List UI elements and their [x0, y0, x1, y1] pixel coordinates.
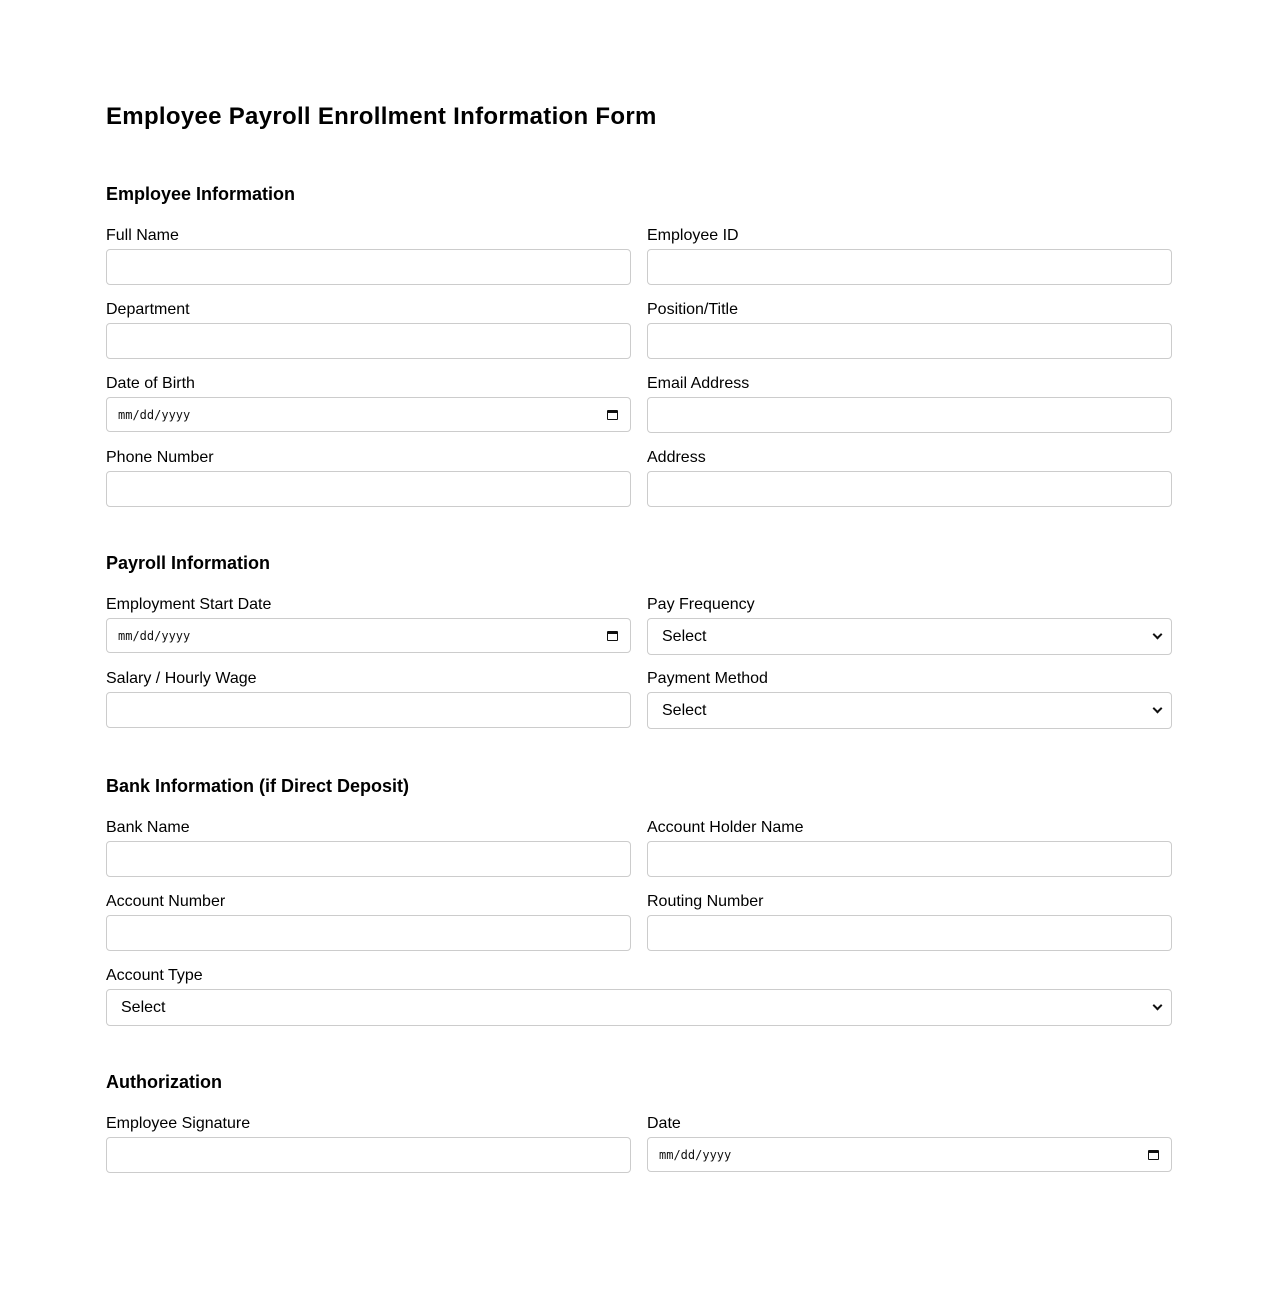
- field-account-type: [106, 967, 1172, 1041]
- employee-id-label: Employee ID: [647, 227, 739, 244]
- routing-number-input[interactable]: [647, 915, 1172, 951]
- field-date-of-birth: [106, 375, 631, 449]
- department-input[interactable]: [106, 323, 631, 359]
- chevron-down-icon: [1153, 630, 1163, 640]
- department-label: Department: [106, 301, 190, 318]
- bank-name-label: Bank Name: [106, 819, 190, 836]
- position-title-input[interactable]: [647, 323, 1172, 359]
- select-value: Select: [662, 627, 707, 645]
- date-date-input[interactable]: [647, 1137, 1172, 1172]
- field-full-name: [106, 227, 631, 301]
- date-placeholder: mm/dd/yyyy: [118, 628, 191, 643]
- routing-number-label: Routing Number: [647, 893, 764, 910]
- employment-start-date-label: Employment Start Date: [106, 596, 272, 613]
- phone-number-input[interactable]: [106, 471, 631, 507]
- email-address-label: Email Address: [647, 375, 750, 392]
- calendar-icon[interactable]: [1148, 1150, 1159, 1160]
- full-name-label: Full Name: [106, 227, 179, 244]
- select-value: Select: [662, 701, 707, 719]
- select-value: Select: [121, 998, 166, 1016]
- section-employee-information: [106, 183, 1172, 523]
- section-heading: Employee Information: [106, 184, 296, 204]
- field-pay-frequency: [647, 596, 1172, 670]
- account-number-label: Account Number: [106, 893, 226, 910]
- page-title: Employee Payroll Enrollment Information Form: [106, 103, 657, 130]
- employee-signature-input[interactable]: [106, 1137, 631, 1173]
- calendar-icon[interactable]: [607, 410, 618, 420]
- field-date: [647, 1115, 1172, 1189]
- bank-name-input[interactable]: [106, 841, 631, 877]
- position-title-label: Position/Title: [647, 301, 738, 318]
- date-placeholder: mm/dd/yyyy: [118, 407, 191, 422]
- address-label: Address: [647, 449, 706, 466]
- employee-id-input[interactable]: [647, 249, 1172, 285]
- field-bank-name: [106, 819, 631, 893]
- field-salary-hourly-wage: [106, 670, 631, 744]
- field-payment-method: [647, 670, 1172, 744]
- field-email-address: [647, 375, 1172, 449]
- field-account-holder-name: [647, 819, 1172, 893]
- payment-method-select[interactable]: [647, 692, 1172, 729]
- account-type-select[interactable]: [106, 989, 1172, 1026]
- section-heading: Payroll Information: [106, 553, 271, 573]
- address-input[interactable]: [647, 471, 1172, 507]
- section-payroll-information: [106, 552, 1172, 744]
- section-authorization: [106, 1071, 1172, 1189]
- field-phone-number: [106, 449, 631, 523]
- account-holder-name-input[interactable]: [647, 841, 1172, 877]
- employee-signature-label: Employee Signature: [106, 1115, 251, 1132]
- full-name-input[interactable]: [106, 249, 631, 285]
- account-type-label: Account Type: [106, 967, 203, 984]
- date-of-birth-label: Date of Birth: [106, 375, 195, 392]
- chevron-down-icon: [1153, 1001, 1163, 1011]
- pay-frequency-select[interactable]: [647, 618, 1172, 655]
- salary-hourly-wage-label: Salary / Hourly Wage: [106, 670, 257, 687]
- salary-hourly-wage-input[interactable]: [106, 692, 631, 728]
- payment-method-label: Payment Method: [647, 670, 768, 687]
- field-address: [647, 449, 1172, 523]
- pay-frequency-label: Pay Frequency: [647, 596, 755, 613]
- employment-start-date-date-input[interactable]: [106, 618, 631, 653]
- field-position-title: [647, 301, 1172, 375]
- field-employee-id: [647, 227, 1172, 301]
- field-routing-number: [647, 893, 1172, 967]
- date-placeholder: mm/dd/yyyy: [659, 1147, 732, 1162]
- email-address-input[interactable]: [647, 397, 1172, 433]
- field-department: [106, 301, 631, 375]
- field-employee-signature: [106, 1115, 631, 1189]
- chevron-down-icon: [1153, 704, 1163, 714]
- field-account-number: [106, 893, 631, 967]
- section-heading: Bank Information (if Direct Deposit): [106, 776, 410, 796]
- field-employment-start-date: [106, 596, 631, 670]
- date-label: Date: [647, 1115, 681, 1132]
- account-holder-name-label: Account Holder Name: [647, 819, 804, 836]
- phone-number-label: Phone Number: [106, 449, 214, 466]
- section-bank-information-if-direct-deposit: [106, 775, 1172, 1041]
- calendar-icon[interactable]: [607, 631, 618, 641]
- section-heading: Authorization: [106, 1072, 222, 1092]
- date-of-birth-date-input[interactable]: [106, 397, 631, 432]
- account-number-input[interactable]: [106, 915, 631, 951]
